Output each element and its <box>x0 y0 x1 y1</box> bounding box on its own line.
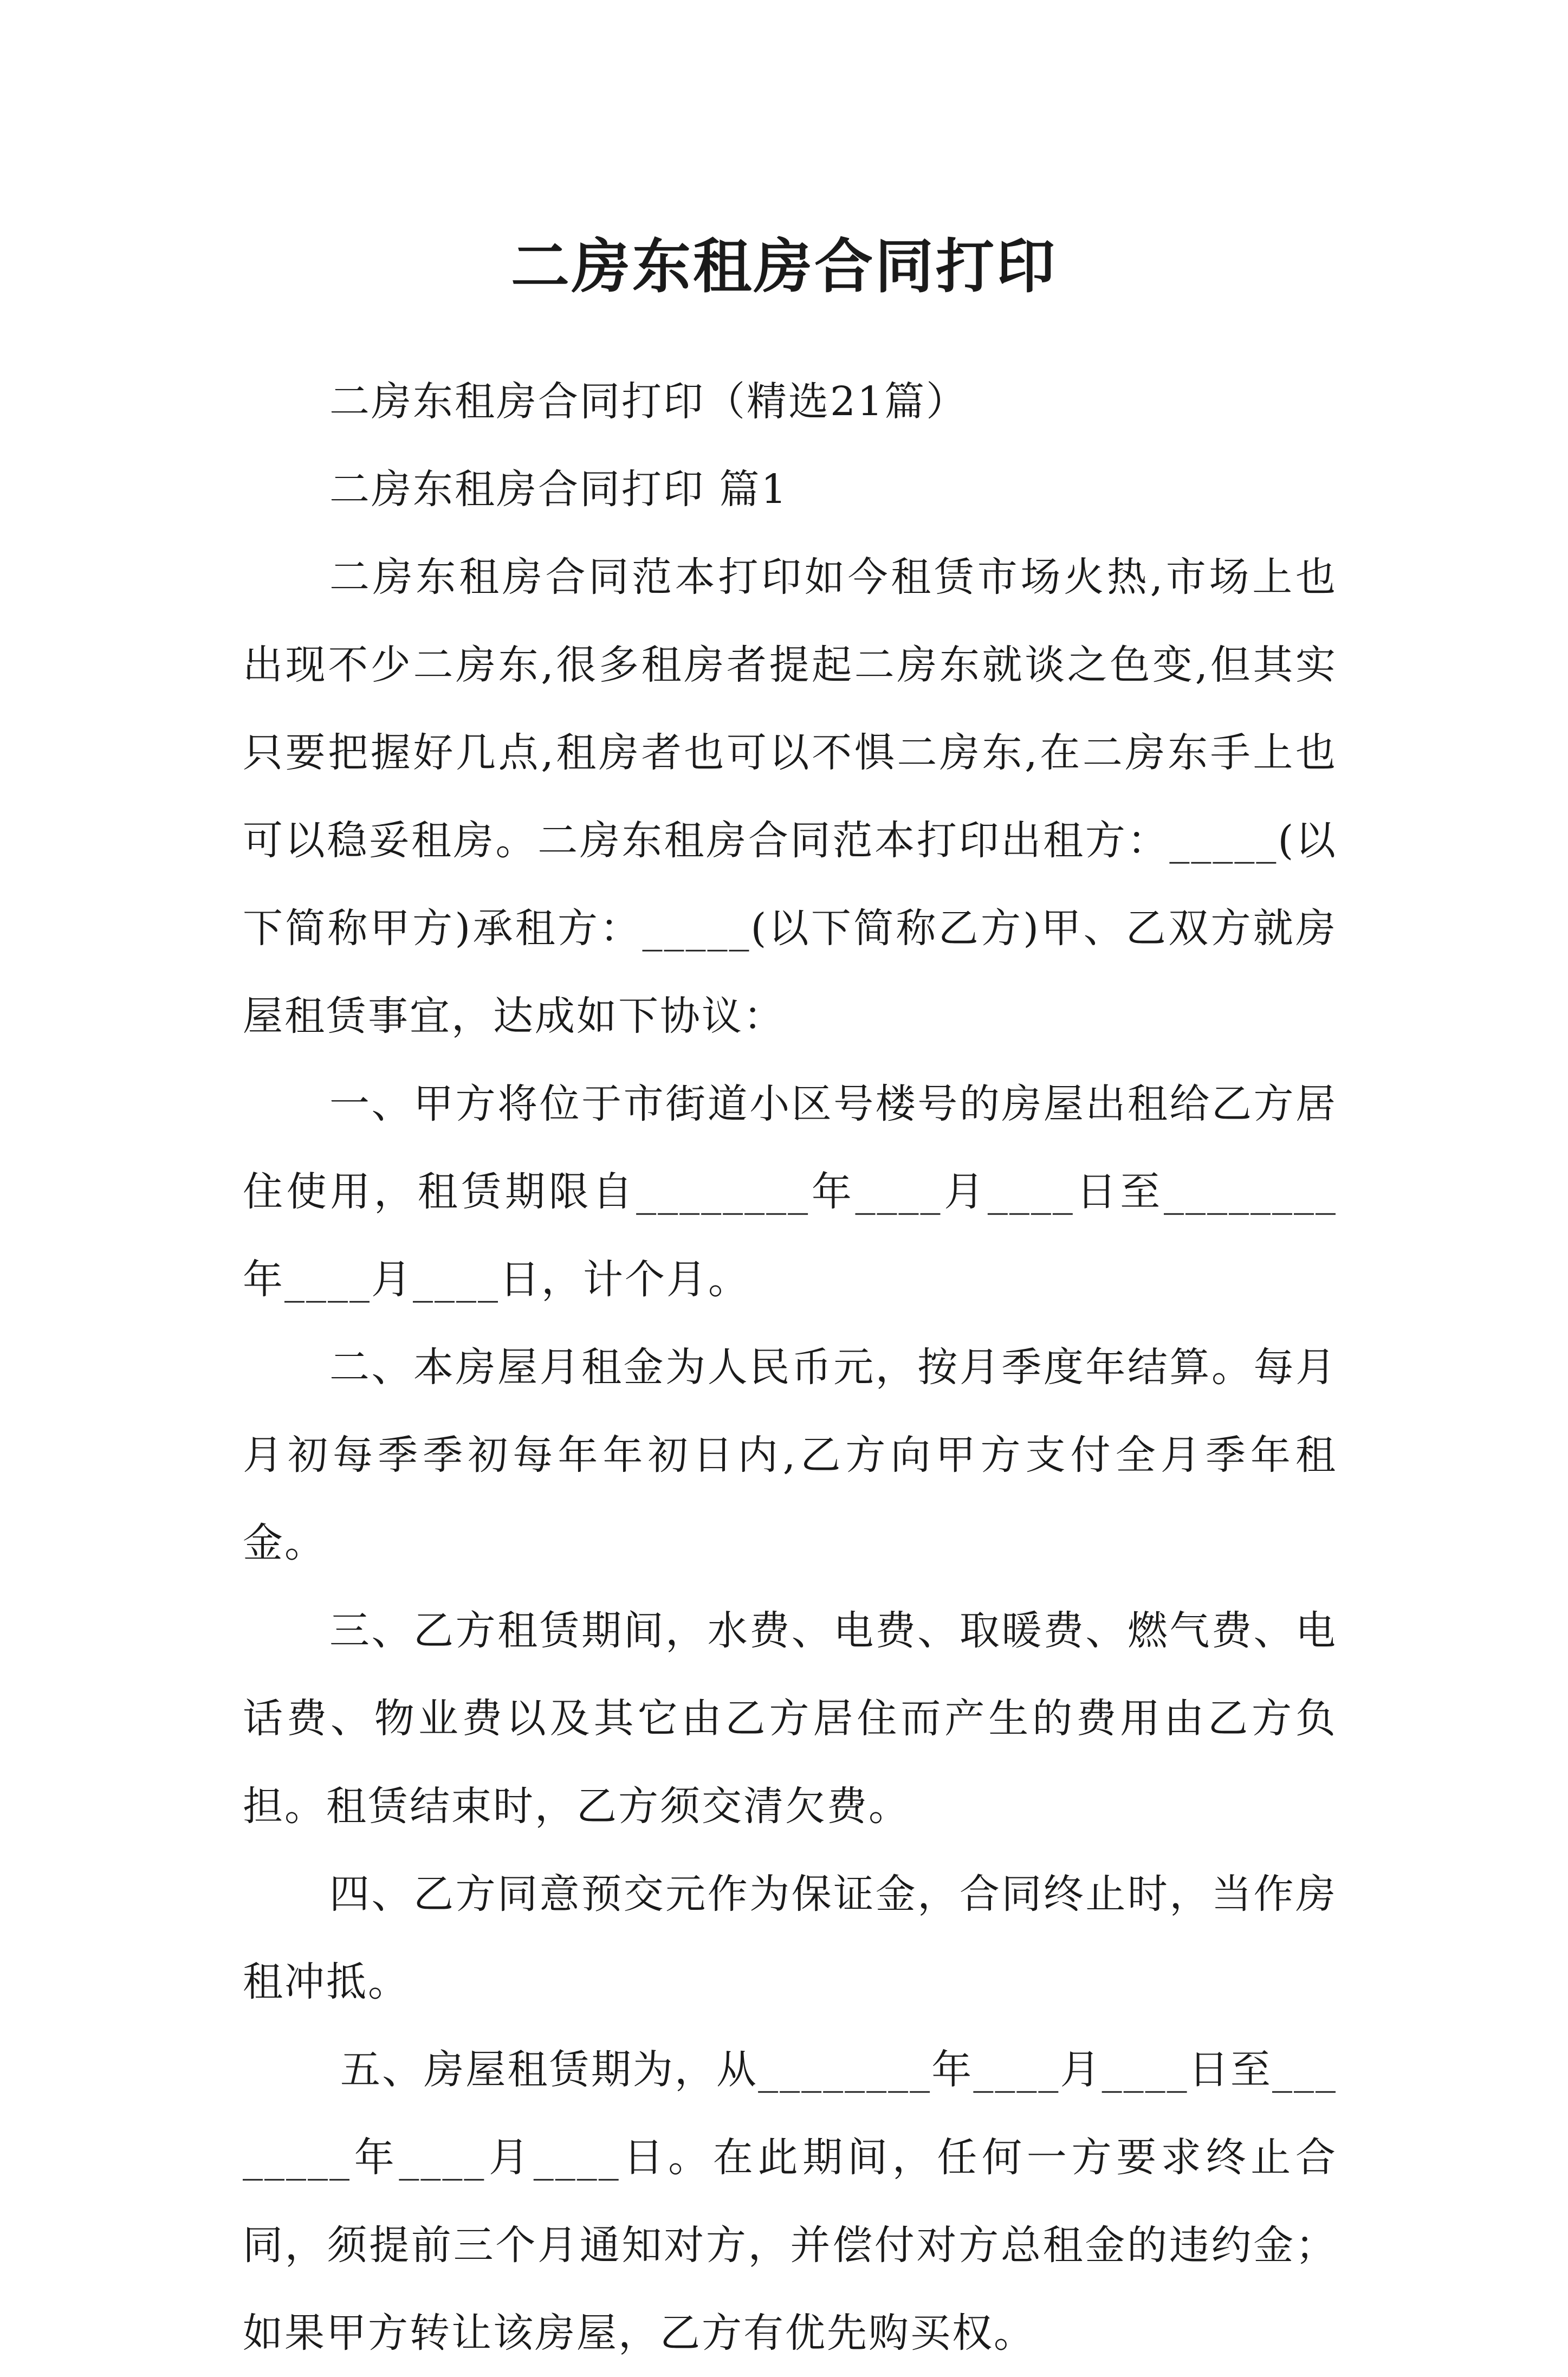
clause-1-paragraph: 一、甲方将位于市街道小区号楼号的房屋出租给乙方居住使用，租赁期限自________年____月____日至________年____月____日，计个月。 <box>243 1081 1337 1303</box>
section-heading: 二房东租房合同打印 篇1 <box>329 466 788 513</box>
document-body <box>243 358 1337 2377</box>
clause-2-paragraph: 二、本房屋月租金为人民币元，按月季度年结算。每月月初每季季初每年年初日内,乙方向甲方支付全月季年租金。 <box>243 1344 1337 1566</box>
clause-4-paragraph: 四、乙方同意预交元作为保证金，合同终止时，当作房租冲抵。 <box>243 1871 1337 2005</box>
document-title: 二房东租房合同打印 <box>510 232 1057 301</box>
subtitle-paragraph: 二房东租房合同打印（精选21篇） <box>329 378 968 425</box>
clause-3-paragraph: 三、乙方租赁期间，水费、电费、取暖费、燃气费、电话费、物业费以及其它由乙方居住而产生的费用由乙方负担。租赁结束时，乙方须交清欠费。 <box>243 1607 1337 1830</box>
clause-5-paragraph: 五、房屋租赁期为，从________年____月____日至________年____月____日。在此期间，任何一方要求终止合同，须提前三个月通知对方，并偿付对方总租金的违约金；如果甲方转让该房屋，乙方有优先购买权。 <box>243 2046 1337 2356</box>
intro-paragraph: 二房东租房合同范本打印如今租赁市场火热,市场上也出现不少二房东,很多租房者提起二房东就谈之色变,但其实只要把握好几点,租房者也可以不惧二房东,在二房东手上也可以稳妥租房。二房东租房合同范本打印出租方：_____(以下简称甲方)承租方：_____(以下简称乙方)甲、乙双方就房屋租赁事宜，达成如下协议： <box>243 554 1337 1039</box>
